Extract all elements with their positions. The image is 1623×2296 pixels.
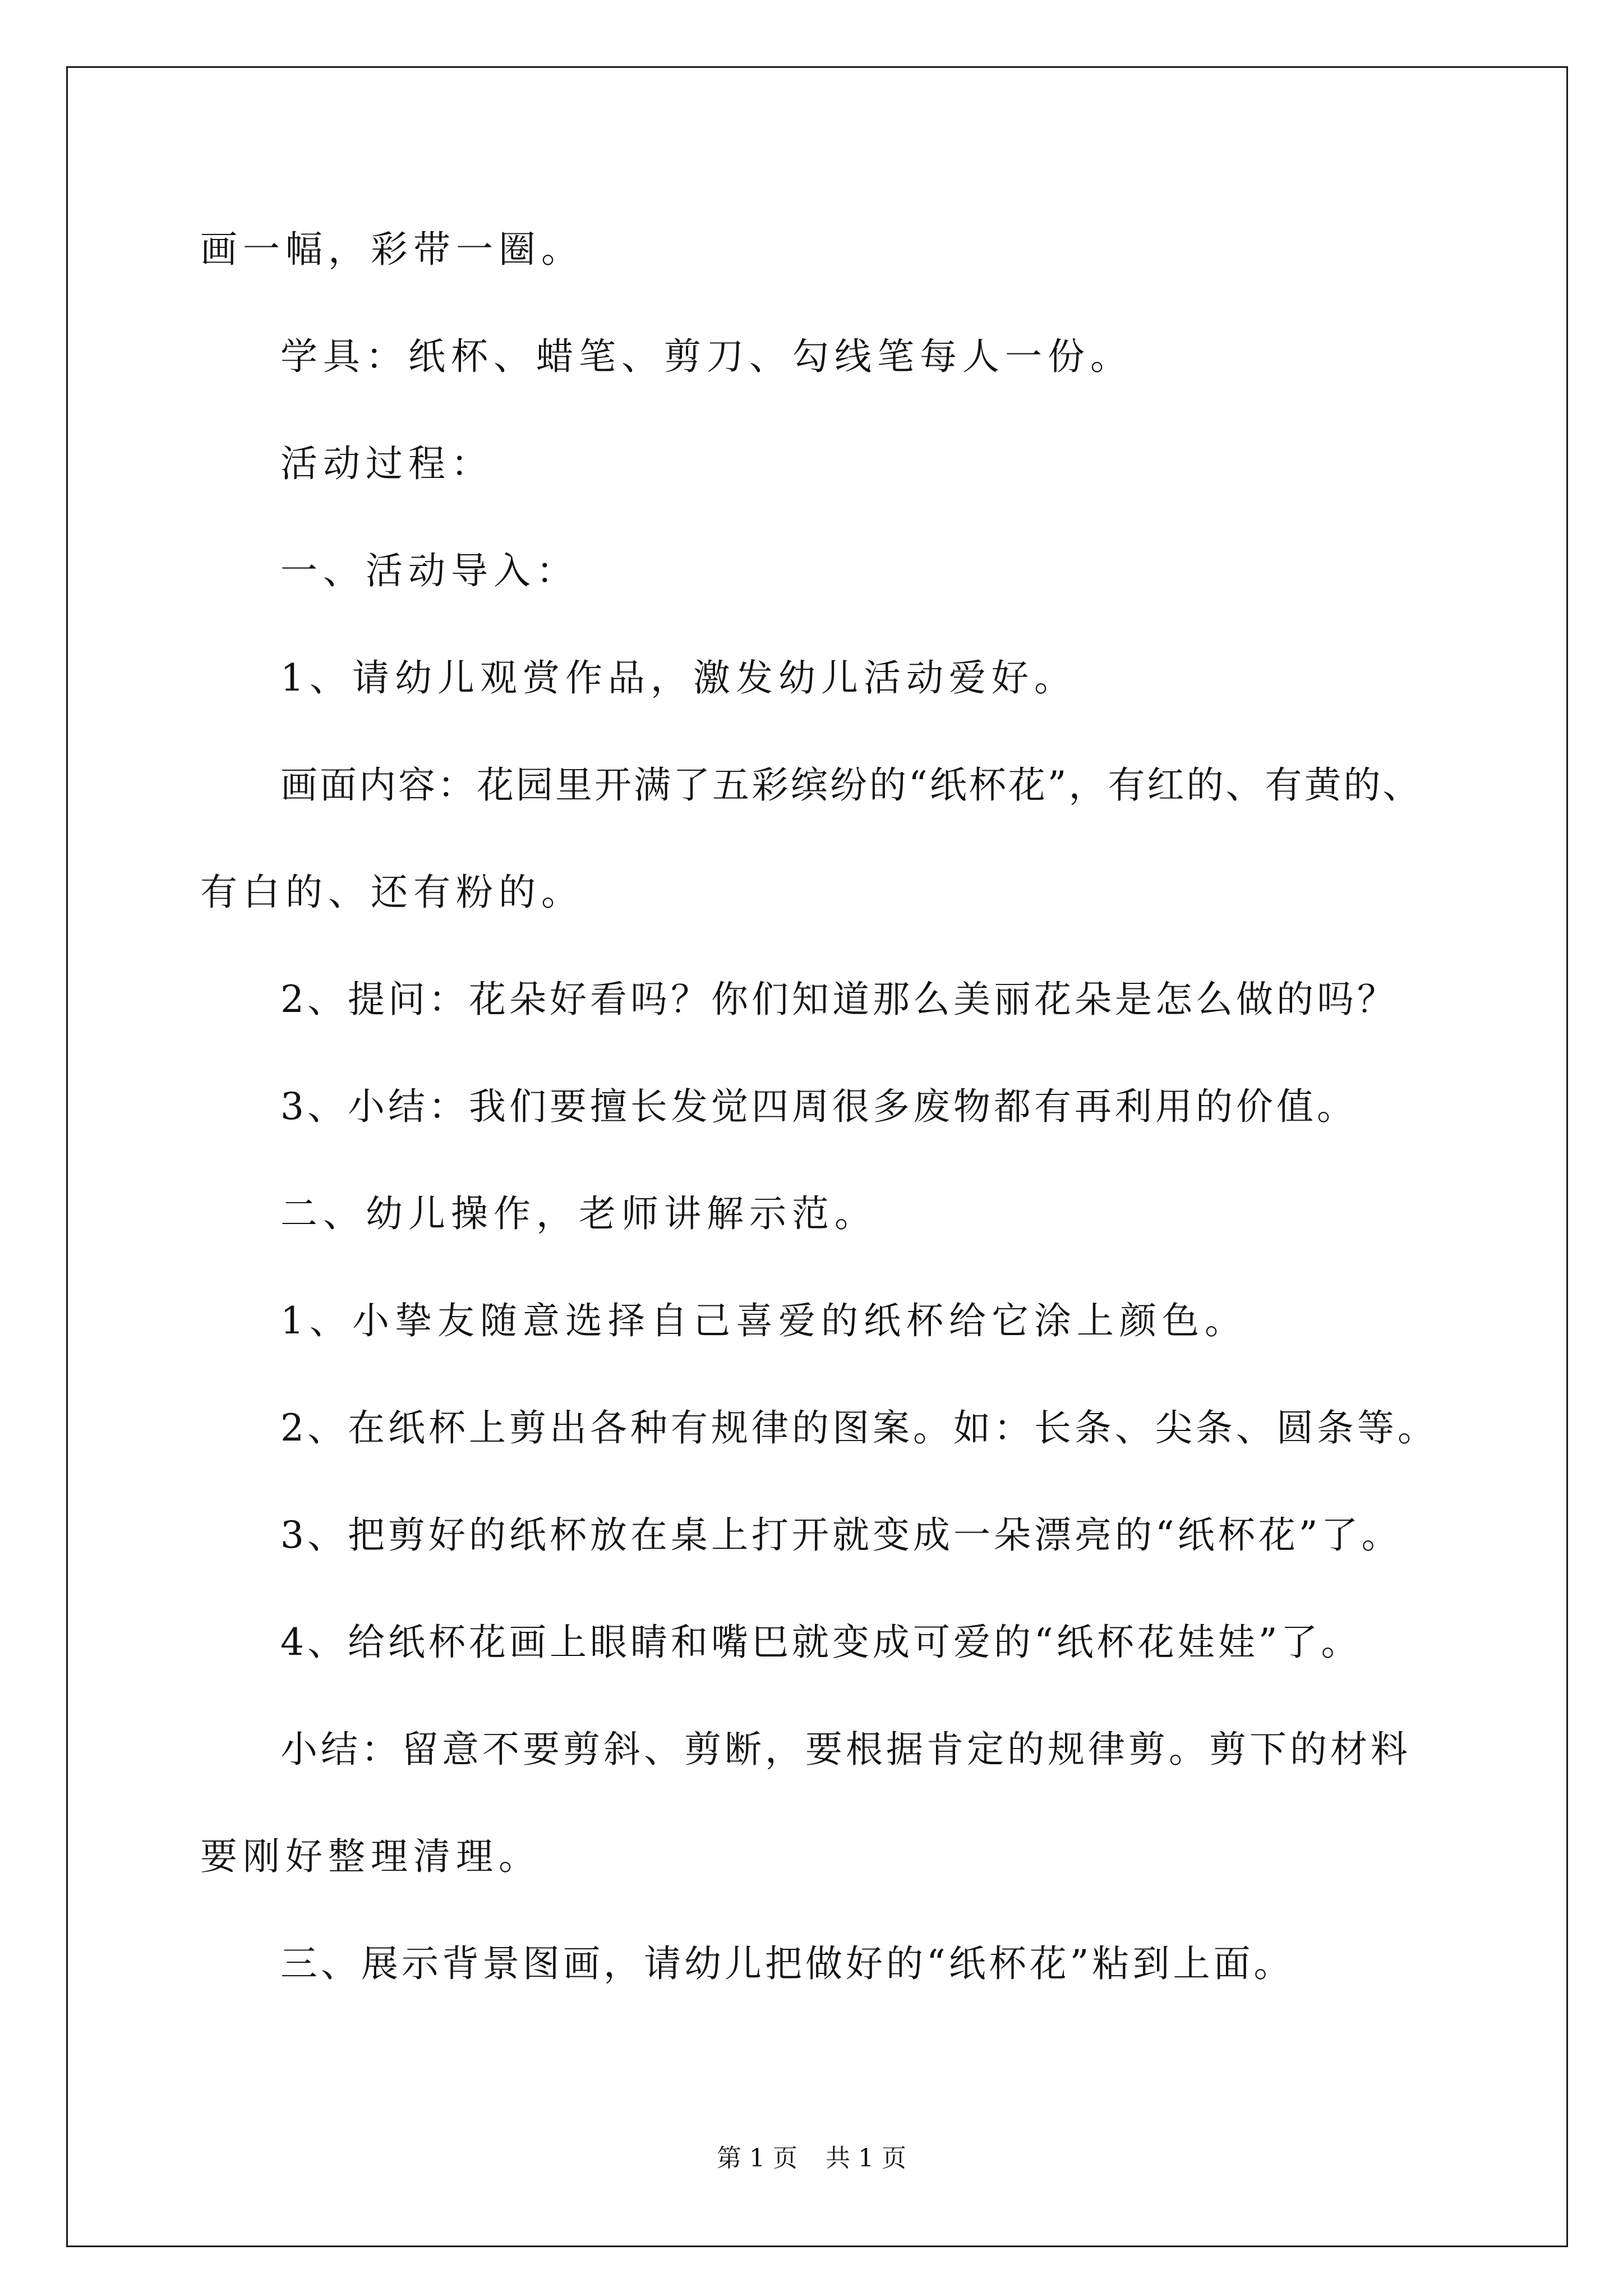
text-line-16: 要刚好整理清理。: [200, 1835, 541, 1878]
text-line-8: 2、提问：花朵好看吗？你们知道那么美丽花朵是怎么做的吗？: [280, 978, 1398, 1021]
text-line-6: 画面内容：花园里开满了五彩缤纷的“纸杯花”，有红的、有黄的、: [280, 763, 1422, 807]
text-line-10: 二、幼儿操作，老师讲解示范。: [280, 1192, 877, 1235]
text-line-7: 有白的、还有粉的。: [200, 871, 584, 914]
text-line-1: 画一幅，彩带一圈。: [200, 228, 584, 271]
page-border: [66, 66, 1568, 2247]
text-line-3: 活动过程：: [280, 442, 494, 485]
page-number-current: 第 1 页: [717, 2144, 797, 2173]
page-footer: [0, 2143, 1623, 2174]
text-line-13: 3、把剪好的纸杯放在桌上打开就变成一朵漂亮的“纸杯花”了。: [280, 1513, 1402, 1557]
page-number-total: 共 1 页: [826, 2144, 906, 2173]
text-line-15: 小结：留意不要剪斜、剪断，要根据肯定的规律剪。剪下的材料: [280, 1728, 1411, 1771]
text-line-5: 1、请幼儿观赏作品，激发幼儿活动爱好。: [280, 656, 1077, 700]
text-line-4: 一、活动导入：: [280, 549, 579, 592]
text-line-12: 2、在纸杯上剪出各种有规律的图案。如：长条、尖条、圆条等。: [280, 1406, 1438, 1450]
text-line-17: 三、展示背景图画，请幼儿把做好的“纸杯花”粘到上面。: [280, 1942, 1294, 1985]
text-line-2: 学具：纸杯、蜡笔、剪刀、勾线笔每人一份。: [280, 335, 1133, 378]
text-line-11: 1、小挚友随意选择自己喜爱的纸杯给它涂上颜色。: [280, 1299, 1247, 1342]
text-line-9: 3、小结：我们要擅长发觉四周很多废物都有再利用的价值。: [280, 1085, 1357, 1128]
text-line-14: 4、给纸杯花画上眼睛和嘴巴就变成可爱的“纸杯花娃娃”了。: [280, 1621, 1362, 1664]
